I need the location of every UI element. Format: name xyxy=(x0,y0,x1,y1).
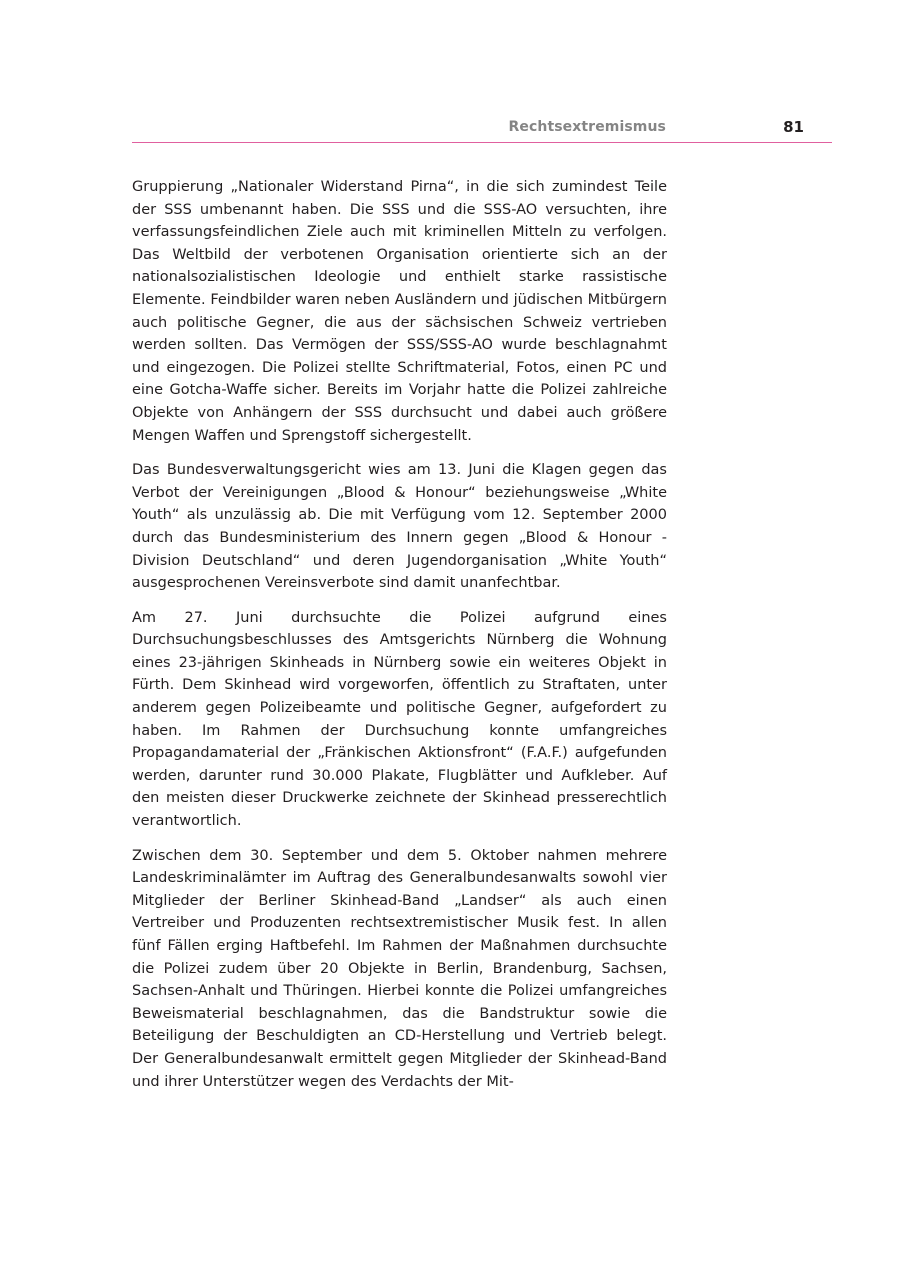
running-title: Rechtsextremismus xyxy=(508,119,666,135)
page-number: 81 xyxy=(783,118,804,136)
page-header xyxy=(132,116,832,143)
paragraph: Das Bundesverwaltungsgericht wies am 13. Juni die Klagen gegen das Verbot der Vereinigungen „Blood & Honour“ beziehungsweise „White Youth“ als unzulässig ab. Die mit Verfügung vom 12. September 2000 durch das Bundesministerium des Innern gegen „Blood & Honour - Division Deutschland“ und deren Jugendorganisation „White Youth“ ausgesprochenen Vereinsverbote sind damit unanfechtbar. xyxy=(132,462,667,592)
paragraph: Zwischen dem 30. September und dem 5. Oktober nahmen mehrere Landeskriminalämter im Auftrag des Generalbundesanwalts sowohl vier Mitglieder der Berliner Skinhead-Band „Landser“ als auch einen Vertreiber und Produzenten rechtsextremistischer Musik fest. In allen fünf Fällen erging Haftbefehl. Im Rahmen der Maßnahmen durchsuchte die Polizei zudem über 20 Objekte in Berlin, Brandenburg, Sachsen, Sachsen-Anhalt und Thüringen. Hierbei konnte die Polizei umfangreiches Beweismaterial beschlagnahmen, das die Bandstruktur sowie die Beteiligung der Beschuldigten an CD-Herstellung und Vertrieb belegt. Der Generalbundesanwalt ermittelt gegen Mitglieder der Skinhead-Band und ihrer Unterstützer wegen des Verdachts der Mit- xyxy=(132,847,667,1090)
body-text xyxy=(132,176,667,1105)
paragraph: Gruppierung „Nationaler Widerstand Pirna“, in die sich zumindest Teile der SSS umbenannt haben. Die SSS und die SSS-AO versuchten, ihre verfassungsfeindlichen Ziele auch mit kriminellen Mitteln zu verfolgen. Das Weltbild der verbotenen Organisation orientierte sich an der nationalsozialistischen Ideologie und enthielt starke rassistische Elemente. Feindbilder waren neben Ausländern und jüdischen Mitbürgern auch politische Gegner, die aus der sächsischen Schweiz vertrieben werden sollten. Das Vermögen der SSS/SSS-AO wurde beschlagnahmt und eingezogen. Die Polizei stellte Schriftmaterial, Fotos, einen PC und eine Gotcha-Waffe sicher. Bereits im Vorjahr hatte die Polizei zahlreiche Objekte von Anhängern der SSS durchsucht und dabei auch größere Mengen Waffen und Sprengstoff sichergestellt. xyxy=(132,179,667,444)
paragraph: Am 27. Juni durchsuchte die Polizei aufgrund eines Durchsuchungsbeschlusses des Amtsgerichts Nürnberg die Wohnung eines 23-jährigen Skinheads in Nürnberg sowie ein weiteres Objekt in Fürth. Dem Skinhead wird vorgeworfen, öffentlich zu Straftaten, unter anderem gegen Polizeibeamte und politische Gegner, aufgefordert zu haben. Im Rahmen der Durchsuchung konnte umfangreiches Propagandamaterial der „Fränkischen Aktionsfront“ (F.A.F.) aufgefunden werden, darunter rund 30.000 Plakate, Flugblätter und Aufkleber. Auf den meisten dieser Druckwerke zeichnete der Skinhead presserechtlich verantwortlich. xyxy=(132,609,667,830)
